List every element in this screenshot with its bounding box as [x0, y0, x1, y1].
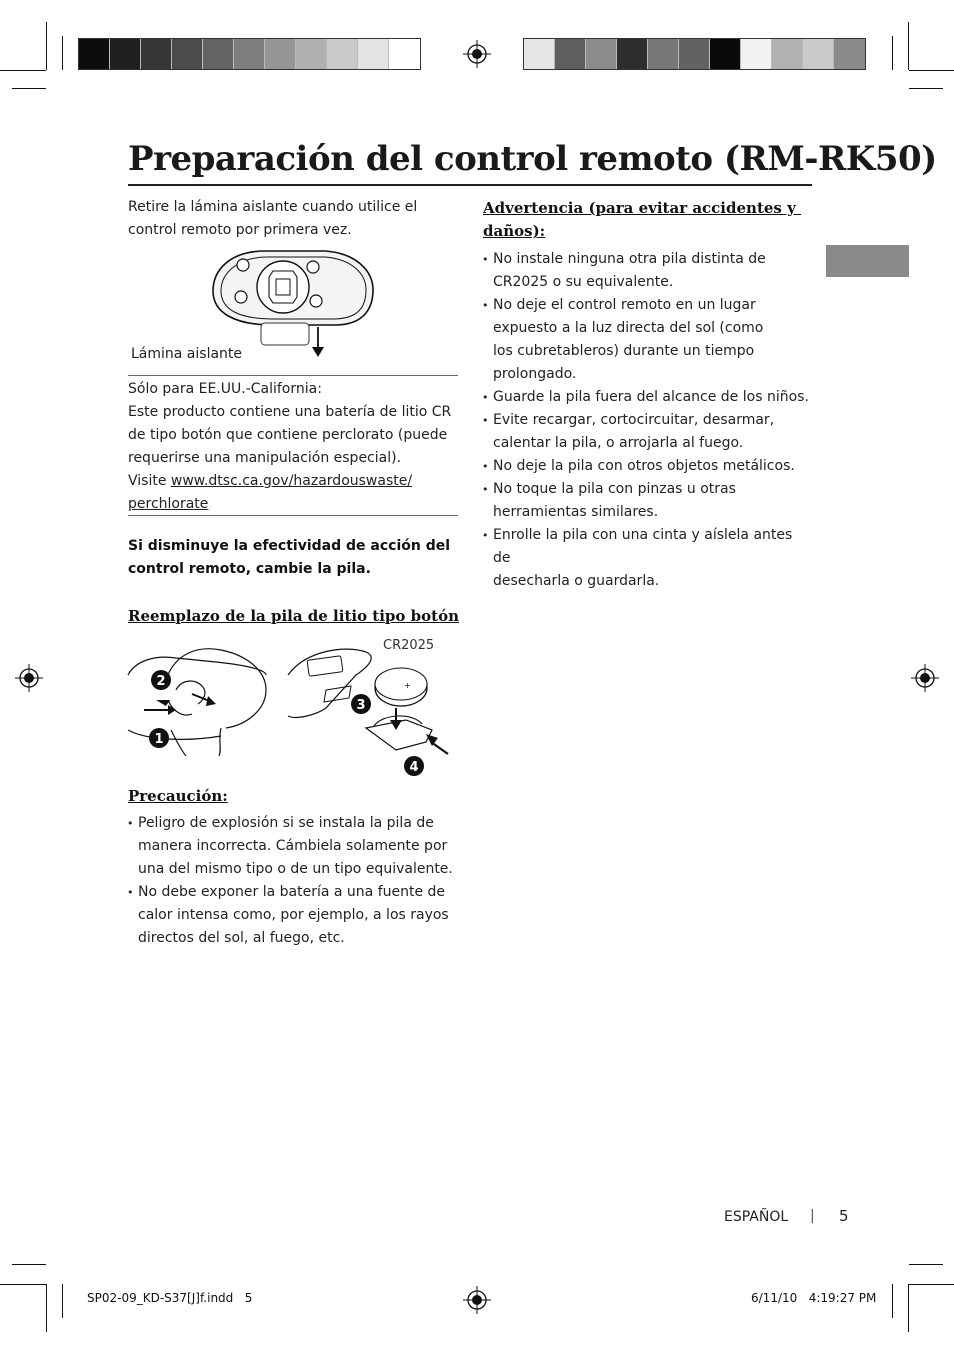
color-swatch [679, 39, 710, 69]
color-swatch [648, 39, 679, 69]
intro-line-1: Retire la lámina aislante cuando utilice el [128, 199, 418, 215]
footer-separator: | [810, 1208, 815, 1224]
color-swatch [234, 39, 265, 69]
color-swatch [617, 39, 648, 69]
registration-mark-bottom [463, 1286, 491, 1314]
step-number-4: 4 [409, 760, 419, 775]
step-number-1: 1 [154, 732, 164, 747]
intro-line-2: control remoto por primera vez. [128, 222, 352, 238]
language-tab [826, 245, 909, 277]
color-swatch [141, 39, 172, 69]
slug-filename: SP02-09_KD-S37[J]f.indd 5 [87, 1291, 253, 1305]
page-title: Preparación del control remoto (RM-RK50) [128, 134, 812, 186]
warning-item: • Enrolle la pila con una cinta y aíslela antes de desecharla o guardarla. [483, 524, 813, 593]
color-swatch [172, 39, 203, 69]
color-swatch [803, 39, 834, 69]
color-bar-left [78, 38, 421, 70]
color-swatch [358, 39, 389, 69]
california-line-4: requerirse una manipulación especial). [128, 450, 402, 466]
warning-item: • No deje el control remoto en un lugar expuesto a la luz directa del sol (como los cubretableros) durante un tiempo prolongado. [483, 294, 813, 386]
color-swatch [110, 39, 141, 69]
page-number: 5 [839, 1207, 849, 1225]
color-swatch [555, 39, 586, 69]
precaution-list [128, 812, 458, 950]
visit-text: Visite [128, 473, 171, 489]
registration-mark-right [911, 664, 939, 692]
divider [128, 515, 458, 516]
color-bar-right [523, 38, 866, 70]
warning-item: • Evite recargar, cortocircuitar, desarmar, calentar la pila, o arrojarla al fuego. [483, 409, 813, 455]
warning-item: • Guarde la pila fuera del alcance de los niños. [483, 386, 813, 409]
step-number-3: 3 [356, 698, 366, 713]
color-swatch [389, 39, 420, 69]
color-swatch [710, 39, 741, 69]
color-swatch [741, 39, 772, 69]
color-swatch [265, 39, 296, 69]
california-notice [128, 378, 460, 516]
perchlorate-link[interactable]: www.dtsc.ca.gov/hazardouswaste/ [170, 473, 413, 489]
color-swatch [586, 39, 617, 69]
language-label: ESPAÑOL [724, 1209, 789, 1225]
color-swatch [524, 39, 555, 69]
intro-text [128, 196, 458, 242]
california-line-1: Sólo para EE.UU.-California: [128, 381, 322, 397]
warning-item: • No deje la pila con otros objetos metálicos. [483, 455, 813, 478]
color-swatch [834, 39, 865, 69]
warning-item: • No instale ninguna otra pila distinta de CR2025 o su equivalente. [483, 248, 813, 294]
color-swatch [327, 39, 358, 69]
warning-list [483, 248, 813, 593]
divider [128, 375, 458, 376]
battery-type-label: CR2025 [383, 638, 435, 653]
replacement-heading: Reemplazo de la pila de litio tipo botón [128, 607, 459, 625]
precaution-heading: Precaución: [128, 787, 228, 805]
california-line-2: Este producto contiene una batería de litio CR [128, 404, 452, 420]
effectiveness-line-2: control remoto, cambie la pila. [128, 561, 371, 577]
warning-heading: Advertencia (para evitar accidentes y daños): [483, 199, 802, 240]
color-swatch [772, 39, 803, 69]
california-line-3: de tipo botón que contiene perclorato (puede [128, 427, 448, 443]
precaution-item: • Peligro de explosión si se instala la pila de manera incorrecta. Cámbiela solamente por una del mismo tipo o de un tipo equivalente. [128, 812, 458, 881]
color-swatch [296, 39, 327, 69]
registration-mark-top [463, 40, 491, 68]
california-visit-line [128, 470, 460, 493]
step-number-2: 2 [156, 674, 166, 689]
registration-mark-left [15, 664, 43, 692]
perchlorate-link-continued[interactable]: perchlorate [128, 496, 209, 512]
slug-timestamp: 6/11/10 4:19:27 PM [751, 1291, 877, 1305]
svg-text:+: + [404, 681, 411, 690]
warning-item: • No toque la pila con pinzas u otras herramientas similares. [483, 478, 813, 524]
color-swatch [79, 39, 110, 69]
insulation-sheet-label: Lámina aislante [131, 346, 243, 362]
effectiveness-line-1: Si disminuye la efectividad de acción del [128, 538, 451, 554]
precaution-item: • No debe exponer la batería a una fuente de calor intensa como, por ejemplo, a los rayos directos del sol, al fuego, etc. [128, 881, 458, 950]
color-swatch [203, 39, 234, 69]
effectiveness-note [128, 535, 458, 581]
